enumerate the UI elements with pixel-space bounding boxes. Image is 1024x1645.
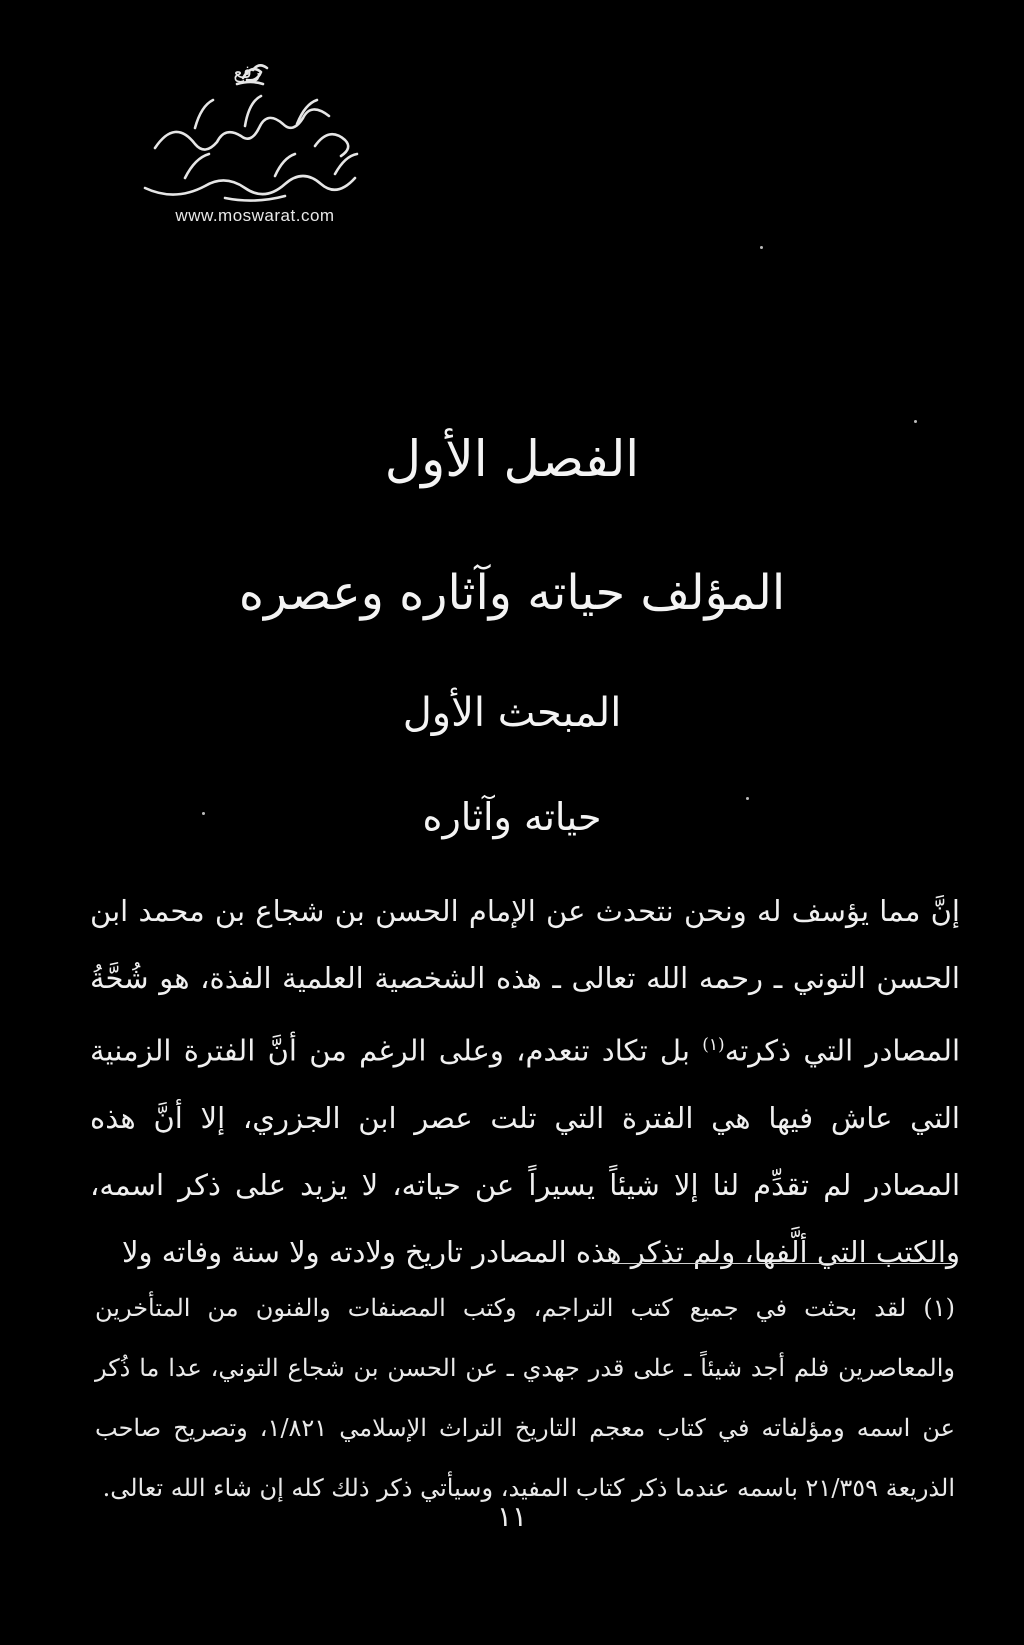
scan-speck xyxy=(746,797,749,800)
scan-speck xyxy=(914,420,917,423)
subsection-heading: حياته وآثاره xyxy=(422,795,602,839)
scan-speck xyxy=(760,246,763,249)
publisher-url[interactable]: www.moswarat.com xyxy=(175,206,335,225)
footnote-divider xyxy=(612,1263,952,1264)
section-heading: المبحث الأول xyxy=(402,690,622,736)
body-text-part2: بل تكاد تنعدم، وعلى الرغم من أنَّ الفترة الزمنية التي عاش فيها هي الفترة التي تلت عصر ابن الجزري، إلا أنَّ هذه المصادر لم تقدِّم لنا إلا شيئاً يسيراً عن حياته، لا يزيد على ذكر اسمه، والكتب التي ألَّفها، ولم تذكر هذه المصادر تاريخ ولادته ولا سنة وفاته ولا xyxy=(90,1033,960,1269)
chapter-heading: الفصل الأول xyxy=(384,430,640,488)
footnote: (١) لقد بحثت في جميع كتب التراجم، وكتب المصنفات والفنون من المتأخرين والمعاصرين فلم أجد شيئاً ـ على قدر جهدي ـ عن الحسن بن شجاع التوني، عدا ما ذُكر عن اسمه ومؤلفاته في كتاب معجم التاريخ التراث الإسلامي ١/٨٢١، وتصريح صاحب الذريعة ٢١/٣٥٩ باسمه عندما ذكر كتاب المفيد، وسيأتي ذكر ذلك كله إن شاء الله تعالى. xyxy=(95,1294,956,1502)
footnote-reference[interactable]: (١) xyxy=(702,1035,725,1055)
publisher-logo xyxy=(125,48,385,228)
page-number: ١١ xyxy=(496,1500,528,1533)
calligraphy-logo-icon xyxy=(125,48,385,208)
logo-line1: رفع xyxy=(233,62,261,83)
chapter-title: المؤلف حياته وآثاره وعصره xyxy=(238,565,786,621)
body-text-part1: إنَّ مما يؤسف له ونحن نتحدث عن الإمام الحسن بن شجاع بن محمد ابن الحسن التوني ـ رحمه الله تعالى ـ هذه الشخصية العلمية الفذة، هو شُحَّةُ المصادر التي ذكرته xyxy=(90,894,960,1068)
body-paragraph xyxy=(90,878,960,1286)
scan-speck xyxy=(202,812,205,815)
